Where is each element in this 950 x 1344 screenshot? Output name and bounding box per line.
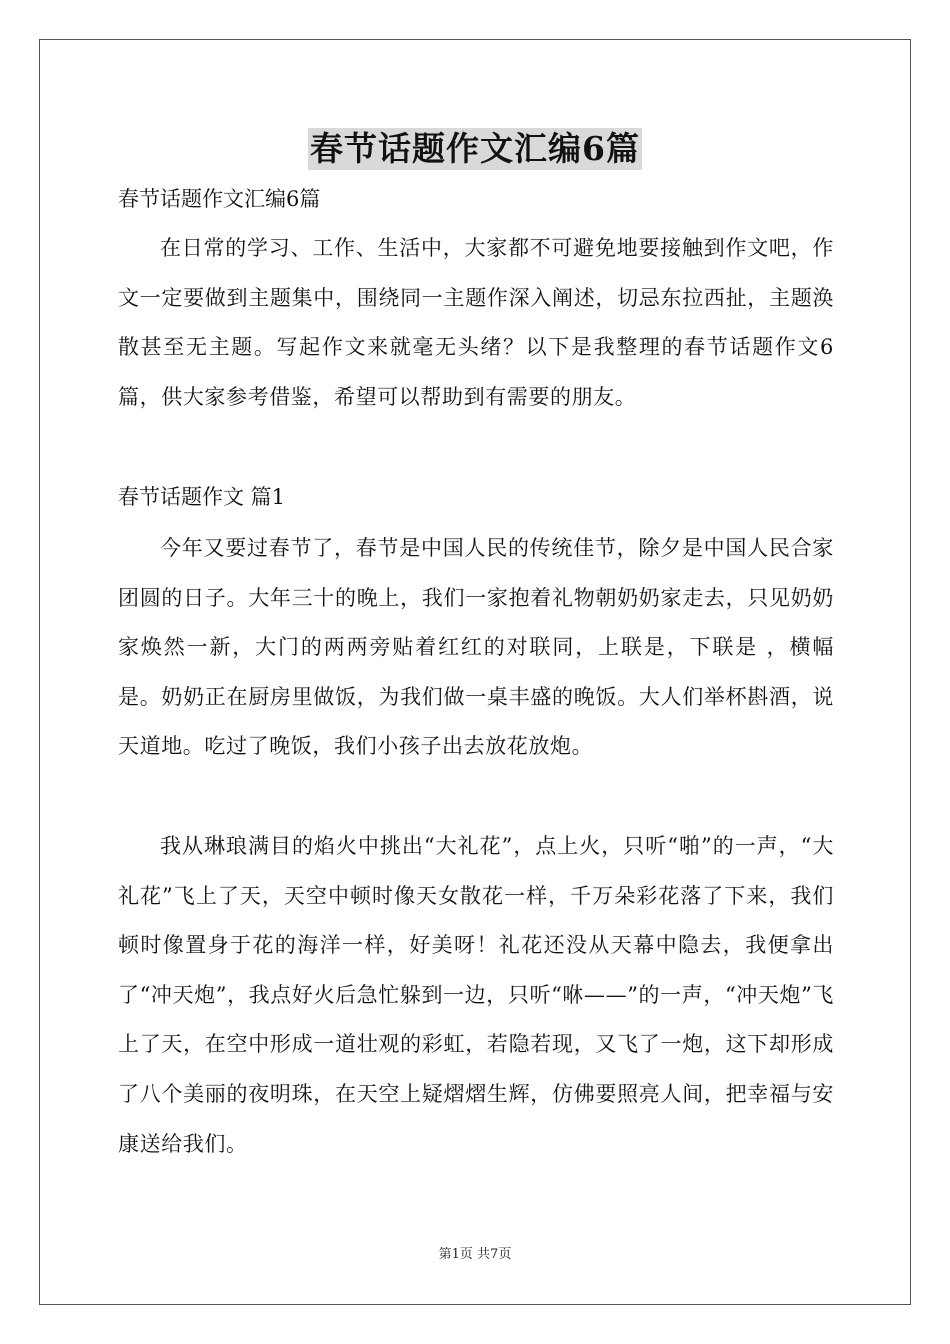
section-heading: 春节话题作文 篇1 bbox=[118, 485, 286, 509]
body-paragraph-1: 今年又要过春节了，春节是中国人民的传统佳节，除夕是中国人民合家团圆的日子。大年三十的晚上，我们一家抱着礼物朝奶奶家走去，只见奶奶家焕然一新，大门的两两旁贴着红红的对联同，上联是，下联是 ，横幅是。奶奶正在厨房里做饭，为我们做一桌丰盛的晚饭。大人们举杯斟酒，说天道地。吃过了晚饭，我们小孩子出去放花放炮。 bbox=[118, 536, 834, 759]
intro-paragraph: 在日常的学习、工作、生活中，大家都不可避免地要接触到作文吧，作文一定要做到主题集中，围绕同一主题作深入阐述，切忌东拉西扯，主题涣散甚至无主题。写起作文来就毫无头绪？以下是我整理的春节话题作文6篇，供大家参考借鉴，希望可以帮助到有需要的朋友。 bbox=[118, 236, 834, 409]
document-subtitle: 春节话题作文汇编6篇 bbox=[118, 187, 321, 211]
page-footer: 第1页 共7页 bbox=[438, 1247, 512, 1262]
title-container bbox=[0, 128, 950, 170]
body-paragraph-2: 我从琳琅满目的焰火中挑出“大礼花”，点上火，只听“啪”的一声，“大礼花”飞上了天，天空中顿时像天女散花一样，千万朵彩花落了下来，我们顿时像置身于花的海洋一样，好美呀！礼花还没从天幕中隐去，我便拿出了“冲天炮”，我点好火后急忙躲到一边，只听“咻——”的一声，“冲天炮”飞上了天，在空中形成一道壮观的彩虹，若隐若现，又飞了一炮，这下却形成了八个美丽的夜明珠，在天空上疑熠熠生辉，仿佛要照亮人间，把幸福与安康送给我们。 bbox=[118, 834, 835, 1156]
document-title: 春节话题作文汇编6篇 bbox=[310, 129, 640, 168]
